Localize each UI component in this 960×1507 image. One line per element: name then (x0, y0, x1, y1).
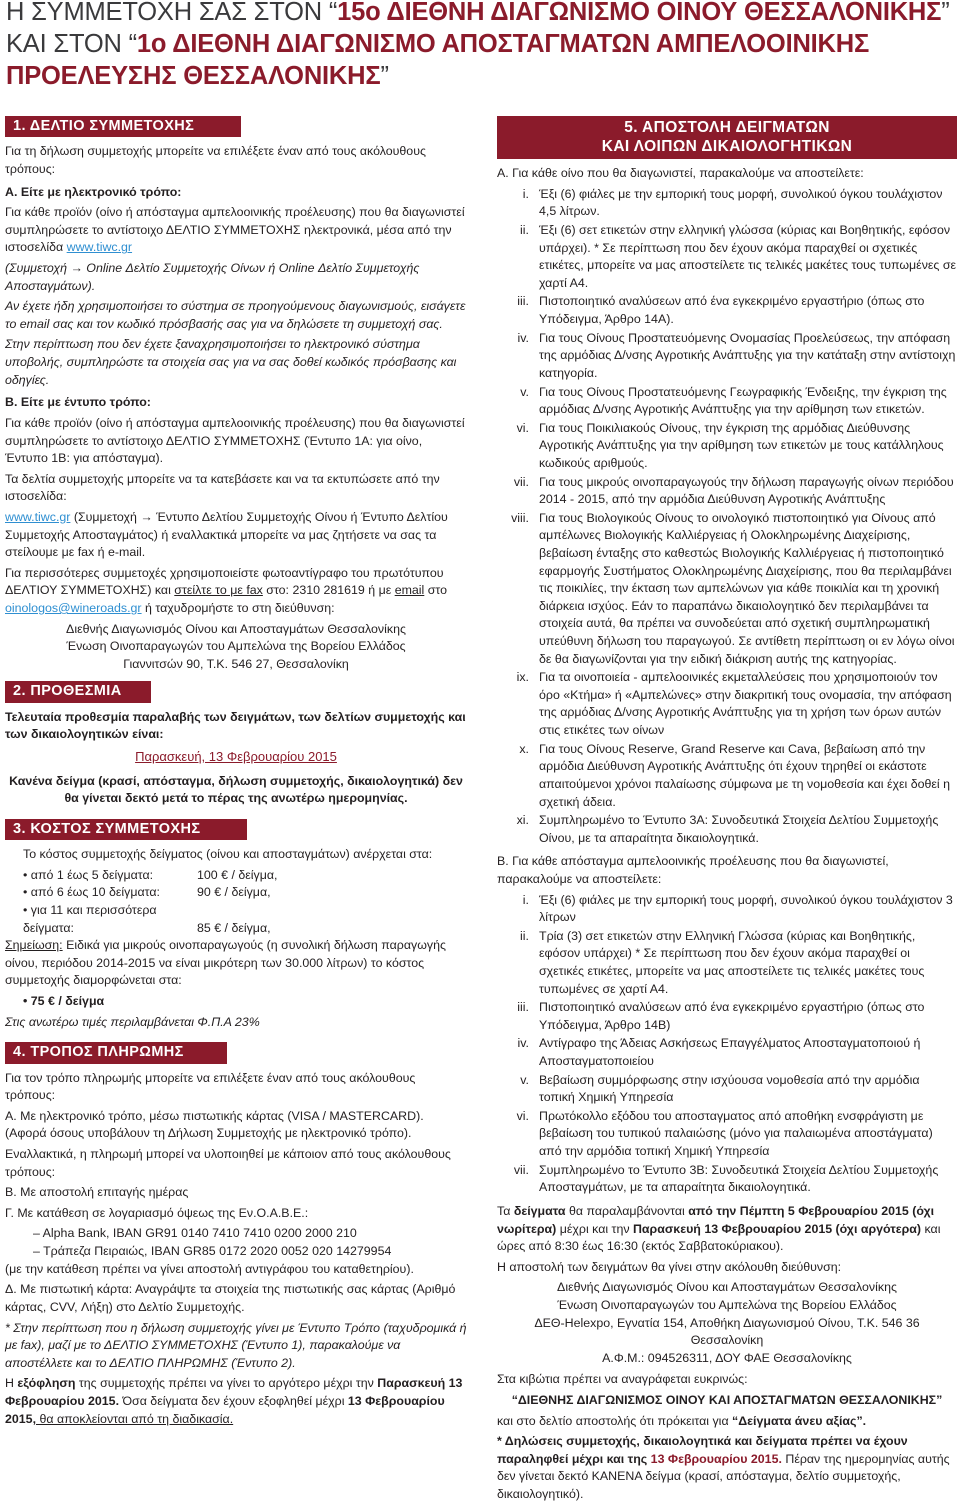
final-date: 13 Φεβρουαρίου 2015. (650, 1451, 782, 1466)
section-3-heading: 3. ΚΟΣΤΟΣ ΣΥΜΜΕΤΟΧΗΣ (5, 819, 247, 840)
s1-b-path-text: (Συμμετοχή → Έντυπο Δελτίου Συμμετοχής Οίνου ή Έντυπο Δελτίου Συμμετοχής Αποσταγμάτος) ή εναλλακτικά μπορείτε να μας ζητήσετε να σας τα στείλουμε με fax ή e-mail. (5, 509, 448, 560)
final-text: της συμμετοχής πρέπει να γίνει το αργότερο μέχρι την (75, 1376, 378, 1391)
item-number: xi. (516, 813, 529, 828)
delivery-bold: δείγματα (513, 1203, 566, 1218)
copies-text: στο: 2310 281619 ή με (262, 583, 395, 598)
box-note-bold: “Δείγματα άνευ αξίας”. (732, 1413, 867, 1428)
item-number: iv. (517, 330, 529, 345)
list-item (497, 812, 957, 847)
s3-vat: Στις ανωτέρω τιμές περιλαμβάνεται Φ.Π.Α 23% (5, 1014, 260, 1029)
item-number: i. (522, 892, 529, 907)
item-text: Έξι (6) φιάλες με την εμπορική τους μορφή, συνολικού όγκου τουλάχιστον 3 λίτρων (539, 892, 953, 925)
s5-final (497, 1433, 957, 1503)
list-item (497, 741, 957, 811)
s5-box-note (497, 1413, 957, 1431)
section-5-heading-line: ΚΑΙ ΛΟΙΠΩΝ ΔΙΚΑΙΟΛΟΓΗΤΙΚΩΝ (601, 137, 853, 155)
final-text: θα αποκλείονται από τη διαδικασία. (36, 1411, 234, 1426)
item-text: Για τους Οίνους Προστατευόμενης Ονομασίας Προελεύσεως, την απόφαση της αρμόδιας Δ/νσης Αγροτικής Ανάπτυξης για την κατάταξη στην αντίστοιχη κατηγορία. (539, 330, 956, 380)
s1-b-text: Για κάθε προϊόν (οίνο ή απόσταγμα αμπελοοινικής προέλευσης) που θα διαγωνιστεί συμπληρώσετε το αντίστοιχο ΔΕΛΤΙΟ ΣΥΜΜΕΤΟΧΗΣ (Έντυπο 1Α: για οίνο, Έντυπο 1Β: για απόσταγμα). (5, 415, 465, 466)
delivery-date: Παρασκευή 13 Φεβρουαρίου 2015 (όχι αργότερα) (632, 1221, 922, 1236)
final-date: 13 Φεβρουαρίου 2015, (5, 1393, 445, 1426)
item-text: Πιστοποιητικό αναλύσεων από ένα εγκεκριμένο εργαστήριο (όπως στο Υπόδειγμα, Άρθρο 14Α). (539, 294, 925, 327)
list-item (497, 474, 957, 509)
website-link[interactable]: www.tiwc.gr (66, 240, 133, 255)
title-part: ” ΚΑΙ ΣΤΟΝ “ (6, 0, 950, 59)
deadline-date: Παρασκευή, 13 Φεβρουαρίου 2015 (135, 749, 337, 765)
fee-item (23, 902, 467, 937)
s1-b-heading: Β. Είτε με έντυπο τρόπο: (5, 395, 151, 410)
item-number: iii. (517, 1000, 529, 1015)
list-item (497, 330, 957, 383)
s1-b-path (5, 509, 467, 562)
s5-address-intro: Η αποστολή των δειγμάτων θα γίνει στην ακόλουθη διεύθυνση: (497, 1259, 842, 1274)
s4-final (5, 1375, 467, 1428)
list-item (497, 1108, 957, 1161)
item-number: ix. (516, 670, 529, 685)
list-item (497, 222, 957, 292)
s2-text: Τελευταία προθεσμία παραλαβής των δειγμάτων, των δελτίων συμμετοχής και των δικαιολογητικών είναι: (5, 709, 466, 742)
item-text: Για τους μικρούς οινοπαραγωγούς την δήλωση παραγωγής οίνων περιόδου 2014 - 2015, από την αρμόδια Διεύθυνση Αγροτικής Ανάπτυξης (539, 474, 954, 507)
section-5-heading-line: 5. ΑΠΟΣΤΟΛΗ ΔΕΙΓΜΑΤΩΝ (624, 119, 830, 136)
title-part: Η ΣΥΜΜΕΤΟΧΗ ΣΑΣ ΣΤΟΝ “ (6, 0, 338, 26)
final-text: Η (5, 1376, 18, 1391)
item-text: Συμπληρωμένο το Έντυπο 3Β: Συνοδευτικά Στοιχεία Δελτίου Συμμετοχής Αποσταγμάτων, με τα απαραίτητα δικαιολογητικά. (539, 1162, 939, 1195)
title-competition-spirits: 1ο ΔΙΕΘΝΗ ΔΙΑΓΩΝΙΣΜΟ ΑΠΟΣΤΑΓΜΑΤΩΝ ΑΜΠΕΛΟΟΙΝΙΚΗΣ ΠΡΟΕΛΕΥΣΗΣ ΘΕΣΣΑΛΟΝΙΚΗΣ (6, 30, 870, 91)
section-4-heading: 4. ΤΡΟΠΟΣ ΠΛΗΡΩΜΗΣ (5, 1042, 227, 1063)
list-item (497, 1072, 957, 1107)
fee-amount: 100 € / δείγμα, (197, 867, 278, 882)
item-number: iv. (517, 1036, 529, 1051)
s2-note: Κανένα δείγμα (κρασί, απόσταγμα, δήλωση συμμετοχής, δικαιολογητικά) δεν θα γίνεται δεκτό μετά το πέρας της ανωτέρω ημερομηνίας. (9, 773, 463, 806)
list-item (497, 999, 957, 1034)
item-text: Έξι (6) φιάλες με την εμπορική τους μορφή, συνολικού όγκου τουλάχιστον 4,5 λίτρων. (539, 186, 943, 219)
section-2-heading: 2. ΠΡΟΘΕΣΜΙΑ (5, 681, 151, 702)
right-column (497, 116, 957, 1507)
s3-body (5, 846, 467, 937)
s5-b-list (497, 892, 957, 1197)
item-text: Για τους Οίνους Reserve, Grand Reserve και Cava, βεβαίωση από την αρμόδια Διεύθυνση Αγροτικής Ανάπτυξης ότι έχουν τηρηθεί οι εκάστοτε απαιτούμενοι χρόνοι παλαίωσης σύμφωνα με τη νομοθεσία και έχει δοθεί η σχετική άδεια. (539, 741, 950, 809)
s1-a-new: Στην περίπτωση που δεν έχετε ξαναχρησιμοποιήσει το ηλεκτρονικό σύστημα υποβολής, συμπληρώστε τα στοιχεία σας για να σας δοθεί κωδικός πρόσβασης και οδηγίες. (5, 337, 457, 387)
item-text: Για τους Βιολογικούς Οίνους το οινολογικό πιστοποιητικό για Οίνους από αμπέλωνες Βιολογικής Καλλιέργειας ή Ολοκληρωμένης Διαχείρισης, βεβαίωση ένταξης στο καθεστώς Βιολογικής Καλλιέργειας ή πιστοποιητικό εφαρμογής Συστήματος Ολοκληρωμένης Διαχείρισης, που θα περιλαμβάνει τις ποικιλίες, την έκταση των αμπελώνων για κάθε ποικιλία και τη χρονική διάρκεια ισχύος. Εάν το παραπάνω δικαιολογητικό δεν περιλαμβάνει τα στοιχεία αυτά, θα πρέπει να συνοδεύεται από σχετική συμπληρωματική υπεύθυνη δήλωση του παραγωγού. Σε αντίθετη περίπτωση οι εν λόγω οίνοι δε θα διαγωνίζονται για την ειδική διάκριση αυτής της κατηγορίας. (539, 510, 955, 666)
box-note-text: και στο δελτίο αποστολής ότι πρόκειται για (497, 1413, 733, 1428)
s4-b: Β. Με αποστολή επιταγής ημέρας (5, 1185, 189, 1200)
final-bold: εξόφληση (17, 1376, 76, 1391)
title-competition-wine: 15ο ΔΙΕΘΝΗ ΔΙΑΓΩΝΙΣΜΟ ΟΙΝΟΥ ΘΕΣΣΑΛΟΝΙΚΗΣ (337, 0, 942, 26)
address-line: Ένωση Οινοπαραγωγών του Αμπελώνα της Βορείου Ελλάδος (557, 1297, 897, 1312)
email-label: email (394, 583, 425, 598)
s5-a-intro: Α. Για κάθε οίνο που θα διαγωνιστεί, παρακαλούμε να αποστείλετε: (497, 166, 864, 181)
item-text: Πιστοποιητικό αναλύσεων από ένα εγκεκριμένο εργαστήριο (όπως στο Υπόδειγμα, Άρθρο 14Β) (539, 1000, 925, 1032)
item-number: vi. (516, 1108, 529, 1123)
address-line: Διεθνής Διαγωνισμός Οίνου και Αποσταγμάτων Θεσσαλονίκης (66, 621, 406, 636)
final-text: Όσα δείγματα δεν έχουν εξοφληθεί μέχρι (119, 1393, 348, 1408)
list-item (497, 420, 957, 473)
s1-address (5, 621, 467, 674)
address-line: Ένωση Οινοπαραγωγών του Αμπελώνα της Βορείου Ελλάδος (66, 639, 406, 654)
list-item (497, 1035, 957, 1070)
s5-address (497, 1279, 957, 1367)
s4-intro: Για τον τρόπο πληρωμής μπορείτε να επιλέξετε έναν από τους ακόλουθους τρόπους: (5, 1070, 416, 1103)
list-item (497, 186, 957, 221)
s1-a-text-body: Για κάθε προϊόν (οίνο ή απόσταγμα αμπελοοινικής προέλευσης) που θα διαγωνιστεί συμπληρώσετε το αντίστοιχο ΔΕΛΤΙΟ ΣΥΜΜΕΤΟΧΗΣ ηλεκτρονικά, μέσα από την ιστοσελίδα (5, 205, 465, 255)
item-text: Πρωτόκολλο εξόδου του αποσταγματος από αποθήκη ενσφράγιστη με βεβαίωση του τυπικού παλαιώσης (μόνο για παλαιωμένα αποστάγματα) από την αρμόδια τοπική Χημική Υπηρεσία (539, 1108, 933, 1159)
page-title (6, 0, 956, 92)
section-5-heading (497, 116, 957, 159)
s1-a-text (5, 204, 467, 257)
note-text: Ειδικά για μικρούς οινοπαραγωγούς (η συνολική δήλωση παραγωγής οίνου, περιόδου 2014-2015 να είναι μικρότερη των 30.000 λίτρων) το κόστος συμμετοχής διαμορφώνεται στα: (5, 938, 446, 988)
item-number: vii. (513, 474, 529, 489)
copies-text: ή ταχυδρομήστε το στη διεύθυνση: (141, 601, 335, 616)
address-line: Α.Φ.Μ.: 094526311, ΔΟΥ ΦΑΕ Θεσσαλονίκης (602, 1350, 852, 1365)
delivery-text: θα παραλαμβάνονται (565, 1203, 689, 1218)
fee-label: • από 1 έως 5 δείγματα: (23, 867, 154, 882)
copies-text: στο (424, 583, 447, 598)
s3-note (5, 937, 467, 990)
delivery-text: μέχρι και την (556, 1221, 633, 1236)
fees-list (23, 867, 467, 937)
s3-intro: Το κόστος συμμετοχής δείγματος (οίνου και αποσταγμάτων) ανέρχεται στα: (23, 847, 433, 862)
title-part: ” (380, 62, 389, 91)
address-line: Γιαννιτσών 90, Τ.Κ. 546 27, Θεσσαλονίκη (123, 656, 349, 671)
item-text: Για τα οινοποιεία - αμπελοοινικές εκμεταλλεύσεις που χρησιμοποιούν τον όρο «Κτήμα» ή «Αμπελώνες» στην διακριτική τους ονομασία, την απόφαση της αρμόδιας Δ/νσης Αγροτικής Ανάπτυξης για τη χρήση των όρων αυτών στις ετικέτες των οίνων (539, 670, 952, 738)
item-number: v. (520, 1072, 529, 1087)
address-line: Διεθνής Διαγωνισμός Οίνου και Αποσταγμάτων Θεσσαλονίκης (557, 1280, 897, 1295)
final-date: Παρασκευή 13 Φεβρουαρίου 2015. (5, 1376, 463, 1408)
bank-account-1: – Alpha Bank, IBAN GR91 0140 7410 7410 0200 2000 210 (33, 1226, 357, 1241)
s4-alt: Εναλλακτικά, η πληρωμή μπορεί να υλοποιηθεί με κάποιον από τους ακόλουθους τρόπους: (5, 1147, 451, 1179)
s1-intro: Για τη δήλωση συμμετοχής μπορείτε να επιλέξετε έναν από τους ακόλουθους τρόπους: (5, 144, 426, 176)
s1-a-email: Αν έχετε ήδη χρησιμοποιήσει το σύστημα σε προηγούμενους διαγωνισμούς, εισάγετε το email σας και τον κωδικό πρόσβασής σας για να δηλώσετε τη συμμετοχή σας. (5, 299, 466, 331)
fee-amount: 85 € / δείγμα, (197, 920, 271, 935)
fee-item (23, 867, 467, 885)
left-column (5, 116, 467, 1431)
s5-delivery (497, 1203, 957, 1256)
final-text: Πέραν της ημερομηνίας αυτής δεν γίνεται δεκτό ΚΑΝΕΝΑ δείγμα (κρασί, απόσταγμα, δελτίο συμμετοχής, δικαιολογητικό). (497, 1451, 950, 1502)
fax-label: στείλτε το με fax (174, 583, 263, 598)
list-item (497, 928, 957, 998)
item-number: x. (519, 741, 529, 756)
fee-item (23, 884, 467, 902)
bank-account-2: – Τράπεζα Πειραιώς, IBAN GR85 0172 2020 0052 020 14279954 (33, 1244, 392, 1259)
list-item (497, 510, 957, 668)
s4-a: Α. Με ηλεκτρονικό τρόπο, μέσω πιστωτικής κάρτας (VISA / MASTERCARD). (Αφορά όσους υποβάλουν τη Δήλωση Συμμετοχής με ηλεκτρονικό τρόπο). (5, 1108, 424, 1141)
list-item (497, 892, 957, 927)
s3-special-fee: • 75 € / δείγμα (23, 994, 105, 1008)
bank-note: (με την κατάθεση πρέπει να γίνει αποστολή αντιγράφου του καταθετηρίου). (5, 1261, 414, 1276)
list-item (497, 384, 957, 419)
s4-star-note: * Στην περίπτωση που η δήλωση συμμετοχής γίνει με Έντυπο Τρόπο (ταχυδρομικά ή με fax), μαζί με το ΔΕΛΤΙΟ ΣΥΜΜΕΤΟΧΗΣ (Έντυπο 1), παρακαλούμε να αποστέλλετε και το ΔΕΛΤΙΟ ΠΛΗΡΩΜΗΣ (Έντυπο 2). (5, 1320, 467, 1370)
s5-boxes: Στα κιβώτια πρέπει να αναγράφεται ευκρινώς: (497, 1372, 748, 1387)
item-text: Έξι (6) σετ ετικετών στην ελληνική γλώσσα (κύριας και Βοηθητικής, εφόσον υπάρχει). * Σε περίπτωση που δεν έχουν ακόμα παραχθεί οι σχετικές ετικέτες, μπορείτε να μας αποστείλετε τις τελικές μακέτες τους τυπωμένες σε χαρτί Α4. (539, 223, 956, 290)
list-item (497, 669, 957, 739)
copies-text: Για περισσότερες συμμετοχές χρησιμοποιείστε φωτοαντίγραφο του πρωτότυπου ΔΕΛΤΙΟΥ ΣΥΜΜΕΤΟΧΗΣ) και (5, 565, 444, 598)
item-text: Συμπληρωμένο το Έντυπο 3Α: Συνοδευτικά Στοιχεία Δελτίου Συμμετοχής Οίνου, με τα απαραίτητα δικαιολογητικά. (539, 813, 939, 845)
s1-a-path: (Συμμετοχή → Online Δελτίο Συμμετοχής Οίνων ή Online Δελτίο Συμμετοχής Αποσταγμάτων). (5, 261, 420, 293)
address-line: ΔΕΘ-Helexpo, Εγνατία 154, Αποθήκη Διαγωνισμού Οίνου, Τ.Κ. 546 36 Θεσσαλονίκη (534, 1315, 920, 1348)
item-number: viii. (511, 510, 529, 525)
fee-label: • για 11 και περισσότερα δείγματα: (23, 902, 157, 935)
item-text: Για τους Οίνους Προστατευόμενης Γεωγραφικής Ένδειξης, την έγκριση της αρμόδιας Δ/νσης Αγροτικής Ανάπτυξης για την αρίθμηση των ετικετών. (539, 384, 947, 417)
fee-amount: 90 € / δείγμα, (197, 885, 271, 900)
item-number: iii. (517, 294, 529, 309)
item-text: Βεβαίωση συμμόρφωσης στην ισχύουσα νομοθεσία από την αρμόδια τοπική Χημική Υπηρεσία (539, 1072, 920, 1105)
item-number: i. (522, 186, 529, 201)
list-item (497, 1162, 957, 1197)
s5-a-list (497, 186, 957, 848)
s1-b-copies (5, 565, 467, 618)
s5-b-intro: Β. Για κάθε απόσταγμα αμπελοοινικής προέλευσης που θα διαγωνιστεί, παρακαλούμε να αποστείλετε: (497, 854, 889, 886)
item-text: Αντίγραφο της Άδειας Ασκήσεως Επαγγέλματος Αποσταγματοποιού ή Αποσταγματοποιείου (539, 1036, 921, 1069)
item-number: vii. (513, 1162, 529, 1177)
s1-a-heading: Α. Είτε με ηλεκτρονικό τρόπο: (5, 184, 182, 199)
s4-d: Δ. Με πιστωτική κάρτα: Αναγράψτε τα στοιχεία της πιστωτικής σας κάρτας (Αριθμό κάρτας, CVV, Λήξη) στο Δελτίο Συμμετοχής. (5, 1282, 456, 1314)
s4-c: Γ. Με κατάθεση σε λογαριασμό όψεως της Εν.Ο.Α.Β.Ε.: (5, 1205, 309, 1220)
item-text: Για τους Ποικιλιακούς Οίνους, την έγκριση της αρμόδιας Διεύθυνσης Αγροτικής Ανάπτυξης για την αρίθμηση των ετικετών με τους κατάλληλους κωδικούς αριθμούς. (539, 420, 944, 470)
delivery-text: Τα (497, 1203, 514, 1218)
item-text: Τρία (3) σετ ετικετών στην Ελληνική Γλώσσα (κύριας και Βοηθητικής, εφόσον υπάρχει) * Σε περίπτωση που δεν έχουν ακόμα παραχθεί οι σχετικές ετικέτες, μπορείτε να μας αποστείλετε τις τελικές μακέτες τους τυπωμένες σε χαρτί Α4. (539, 928, 925, 996)
box-label: “ΔΙΕΘΝΗΣ ΔΙΑΓΩΝΙΣΜΟΣ ΟΙΝΟΥ ΚΑΙ ΑΠΟΣΤΑΓΜΑΤΩΝ ΘΕΣΣΑΛΟΝΙΚΗΣ” (511, 1393, 943, 1408)
delivery-text: και ώρες από 8:30 έως 16:30 (εκτός Σαββατοκύριακου). (497, 1221, 941, 1254)
section-1-heading: 1. ΔΕΛΤΙΟ ΣΥΜΜΕΤΟΧΗΣ (5, 116, 241, 137)
s1-b-download: Τα δελτία συμμετοχής μπορείτε να τα κατεβάσετε και να τα εκτυπώσετε από την ιστοσελίδα: (5, 471, 440, 504)
list-item (497, 293, 957, 328)
website-link-2[interactable]: www.tiwc.gr (5, 509, 71, 524)
delivery-date: από την Πέμπτη 5 Φεβρουαρίου 2015 (όχι νωρίτερα) (497, 1203, 935, 1236)
item-number: v. (520, 384, 529, 399)
item-number: vi. (516, 420, 529, 435)
item-number: ii. (520, 223, 529, 238)
item-number: ii. (520, 928, 529, 943)
email-link[interactable]: oinologos@wineroads.gr (5, 601, 142, 616)
note-label: Σημείωση: (5, 938, 63, 953)
fee-label: • από 6 έως 10 δείγματα: (23, 885, 160, 900)
final-text: * Δηλώσεις συμμετοχής, δικαιολογητικά και δείγματα πρέπει να έχουν παραληφθεί μέχρι και της (497, 1434, 908, 1466)
